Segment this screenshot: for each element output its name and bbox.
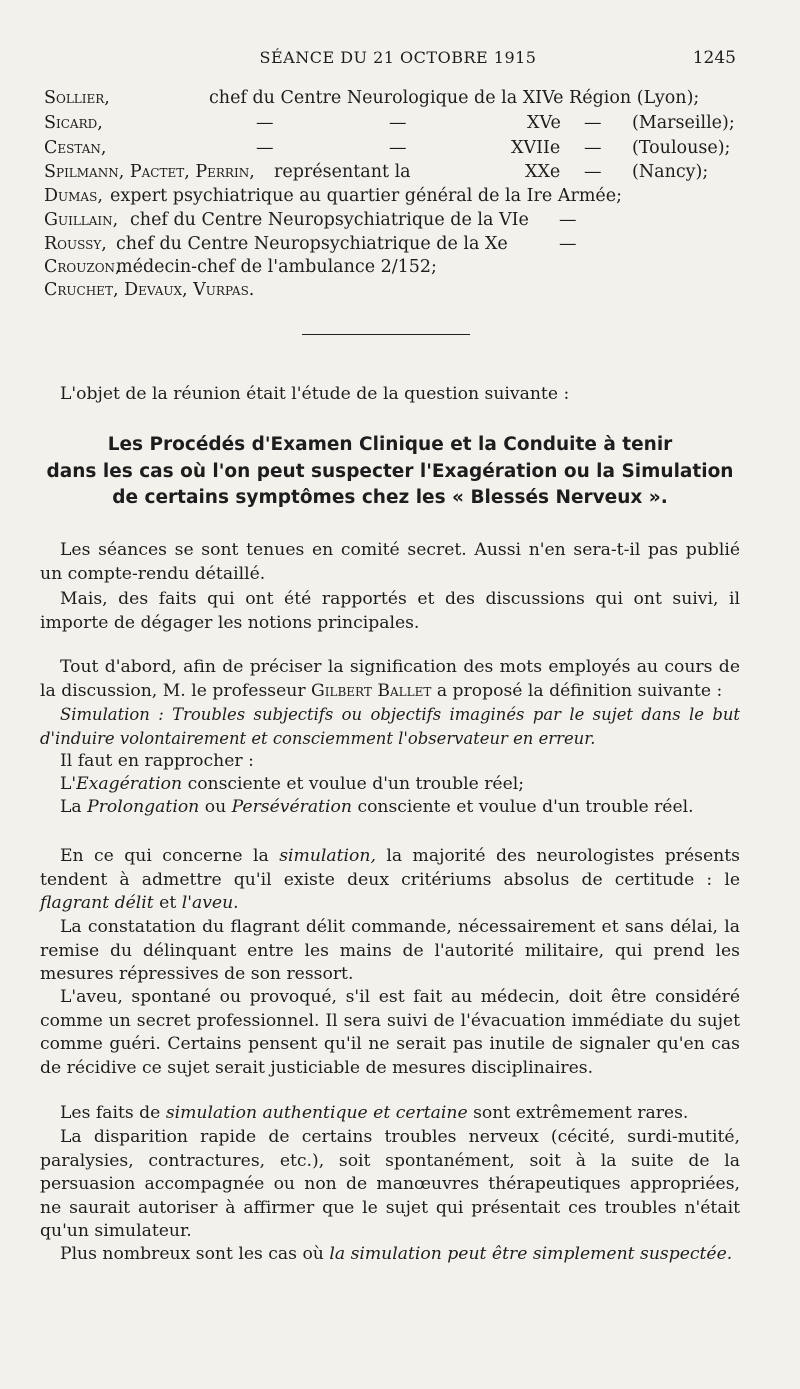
member-role: expert psychiatrique au quartier général de la Ire Armée;	[110, 186, 623, 206]
paragraph-text: La constatation du flagrant délit commande, nécessairement et sans délai, la remise du délinquant entre les mains de l'autorité militaire, qui prend les mesures répressives de son ressort.	[40, 917, 740, 985]
term-simulation: simulation,	[279, 846, 376, 866]
member-role: chef du Centre Neurologique de la XIVe Région (Lyon);	[209, 88, 700, 108]
member-row	[44, 280, 764, 304]
paragraph-text: Les séances se sont tenues en comité secret. Aussi n'en sera-t-il pas publié un compte-rendu détaillé.	[40, 540, 740, 584]
paragraph-text: La	[60, 797, 82, 817]
member-name: Spilmann, Pactet, Perrin,	[44, 162, 255, 182]
term-aveu: l'aveu.	[181, 893, 239, 914]
member-name: Cestan,	[44, 138, 107, 158]
region-city: (Nancy);	[632, 162, 709, 182]
paragraph-text: sont extrêmement rares.	[473, 1103, 689, 1123]
paragraph-text: la majorité des neurologistes présents tendent à admettre qu'il existe deux critériums absolus de certitude : le	[40, 846, 740, 890]
member-role: chef du Centre Neuropsychiatrique de la Xe	[116, 234, 508, 254]
paragraph-text: consciente et voulue d'un trouble réel.	[357, 797, 694, 817]
paragraph-text: Tout d'abord, afin de préciser la signification des mots employés au cours de la discussion, M. le professeur	[40, 657, 740, 701]
ditto-dash: —	[256, 113, 274, 133]
body-paragraph	[40, 539, 740, 586]
region-city: (Toulouse);	[632, 138, 731, 158]
running-title: SÉANCE DU 21 OCTOBRE 1915	[259, 48, 537, 67]
member-row	[44, 113, 764, 137]
page-number: 1245	[692, 48, 736, 68]
member-role: chef du Centre Neuropsychiatrique de la VIe	[130, 210, 529, 230]
term-perseveration: Persévération	[231, 797, 352, 817]
member-row	[44, 234, 764, 258]
member-name: Guillain,	[44, 210, 119, 230]
paragraph-text: L'aveu, spontané ou provoqué, s'il est fait au médecin, doit être considéré comme un secret professionnel. Il sera suivi de l'évacuation immédiate du sujet comme guéri. Certains pensent qu'il ne serait pas inutile de signaler qu'en cas de récidive ce sujet serait justiciable de mesures disciplinaires.	[40, 987, 740, 1078]
term-simulation-suspectee: la simulation peut être simplement suspectée.	[329, 1244, 733, 1264]
ditto-dash: —	[559, 234, 577, 254]
ditto-dash: —	[584, 113, 602, 133]
paragraph-text: Il faut en rapprocher :	[60, 751, 254, 771]
paragraph-text: a proposé la définition suivante :	[436, 680, 723, 701]
paragraph-text: ou	[204, 797, 227, 817]
title-line: Les Procédés d'Examen Clinique et la Conduite à tenir	[107, 434, 673, 455]
member-row	[44, 210, 764, 234]
member-name: Roussy,	[44, 234, 107, 254]
region-number: XVIIe	[511, 138, 561, 158]
member-name: Dumas,	[44, 186, 103, 206]
body-paragraph	[40, 588, 740, 635]
ditto-dash: —	[559, 210, 577, 230]
member-name: Crouzon,	[44, 257, 121, 277]
body-paragraph	[40, 750, 740, 774]
body-paragraph	[40, 773, 740, 797]
running-head	[60, 48, 736, 70]
paragraph-text: En ce qui concerne la	[60, 846, 269, 866]
ditto-dash: —	[389, 138, 407, 158]
member-row	[44, 257, 764, 281]
ditto-dash: —	[389, 113, 407, 133]
body-paragraph	[40, 986, 740, 1080]
body-paragraph	[40, 656, 740, 703]
term-flagrant-delit: flagrant délit	[40, 893, 154, 914]
member-name: Sicard,	[44, 113, 103, 133]
author-name: Gilbert Ballet	[311, 680, 432, 701]
member-name: Sollier,	[44, 88, 110, 108]
member-row	[44, 186, 764, 210]
member-role: représentant la	[274, 162, 411, 182]
definition-text: Simulation : Troubles subjectifs ou objectifs imaginés par le sujet dans le but d'induire volontairement et consciemment l'observateur en erreur.	[40, 705, 740, 748]
title-line: dans les cas où l'on peut suspecter l'Exagération ou la Simulation	[46, 460, 734, 482]
member-name: Cruchet, Devaux, Vurpas.	[44, 280, 255, 300]
paragraph-text: consciente et voulue d'un trouble réel;	[187, 774, 525, 794]
body-paragraph	[40, 1126, 740, 1244]
body-paragraph	[40, 1243, 740, 1267]
title-line: de certains symptômes chez les « Blessés Nerveux ».	[112, 487, 668, 508]
definition-paragraph	[40, 703, 740, 750]
region-number: XVe	[527, 113, 561, 133]
body-paragraph	[40, 1102, 740, 1126]
term-simulation-authentique: simulation authentique et certaine	[165, 1103, 468, 1123]
paragraph-text: L'	[60, 774, 77, 794]
paragraph-text: et	[159, 893, 177, 914]
ditto-dash: —	[584, 138, 602, 158]
paragraph-text: La disparition rapide de certains troubles nerveux (cécité, surdi-mutité, paralysies, contractures, etc.), soit spontanément, soit à la suite de la persuasion accompagnée ou non de manœuvres thérapeutiques appropriées, ne saurait autoriser à affirmer que le sujet qui présentait ces troubles n'était qu'un simulateur.	[40, 1127, 740, 1242]
body-paragraph	[40, 796, 740, 820]
body-paragraph	[40, 916, 740, 987]
ditto-dash: —	[584, 162, 602, 182]
paragraph-text: Les faits de	[60, 1103, 161, 1123]
member-row	[44, 138, 764, 162]
paragraph-text: Plus nombreux sont les cas où	[60, 1244, 324, 1264]
member-row	[44, 162, 764, 186]
intro-paragraph: L'objet de la réunion était l'étude de la question suivante :	[60, 384, 570, 404]
paragraph-text: Mais, des faits qui ont été rapportés et des discussions qui ont suivi, il importe de dégager les notions principales.	[40, 589, 740, 633]
body-paragraph	[40, 845, 740, 916]
term-exageration: Exagération	[76, 774, 183, 794]
section-title	[40, 432, 740, 512]
region-number: XXe	[525, 162, 561, 182]
member-role: médecin-chef de l'ambulance 2/152;	[116, 257, 437, 277]
region-city: (Marseille);	[632, 113, 735, 133]
member-row	[44, 88, 764, 112]
section-divider	[302, 334, 470, 335]
ditto-dash: —	[256, 138, 274, 158]
term-prolongation: Prolongation	[87, 797, 200, 817]
